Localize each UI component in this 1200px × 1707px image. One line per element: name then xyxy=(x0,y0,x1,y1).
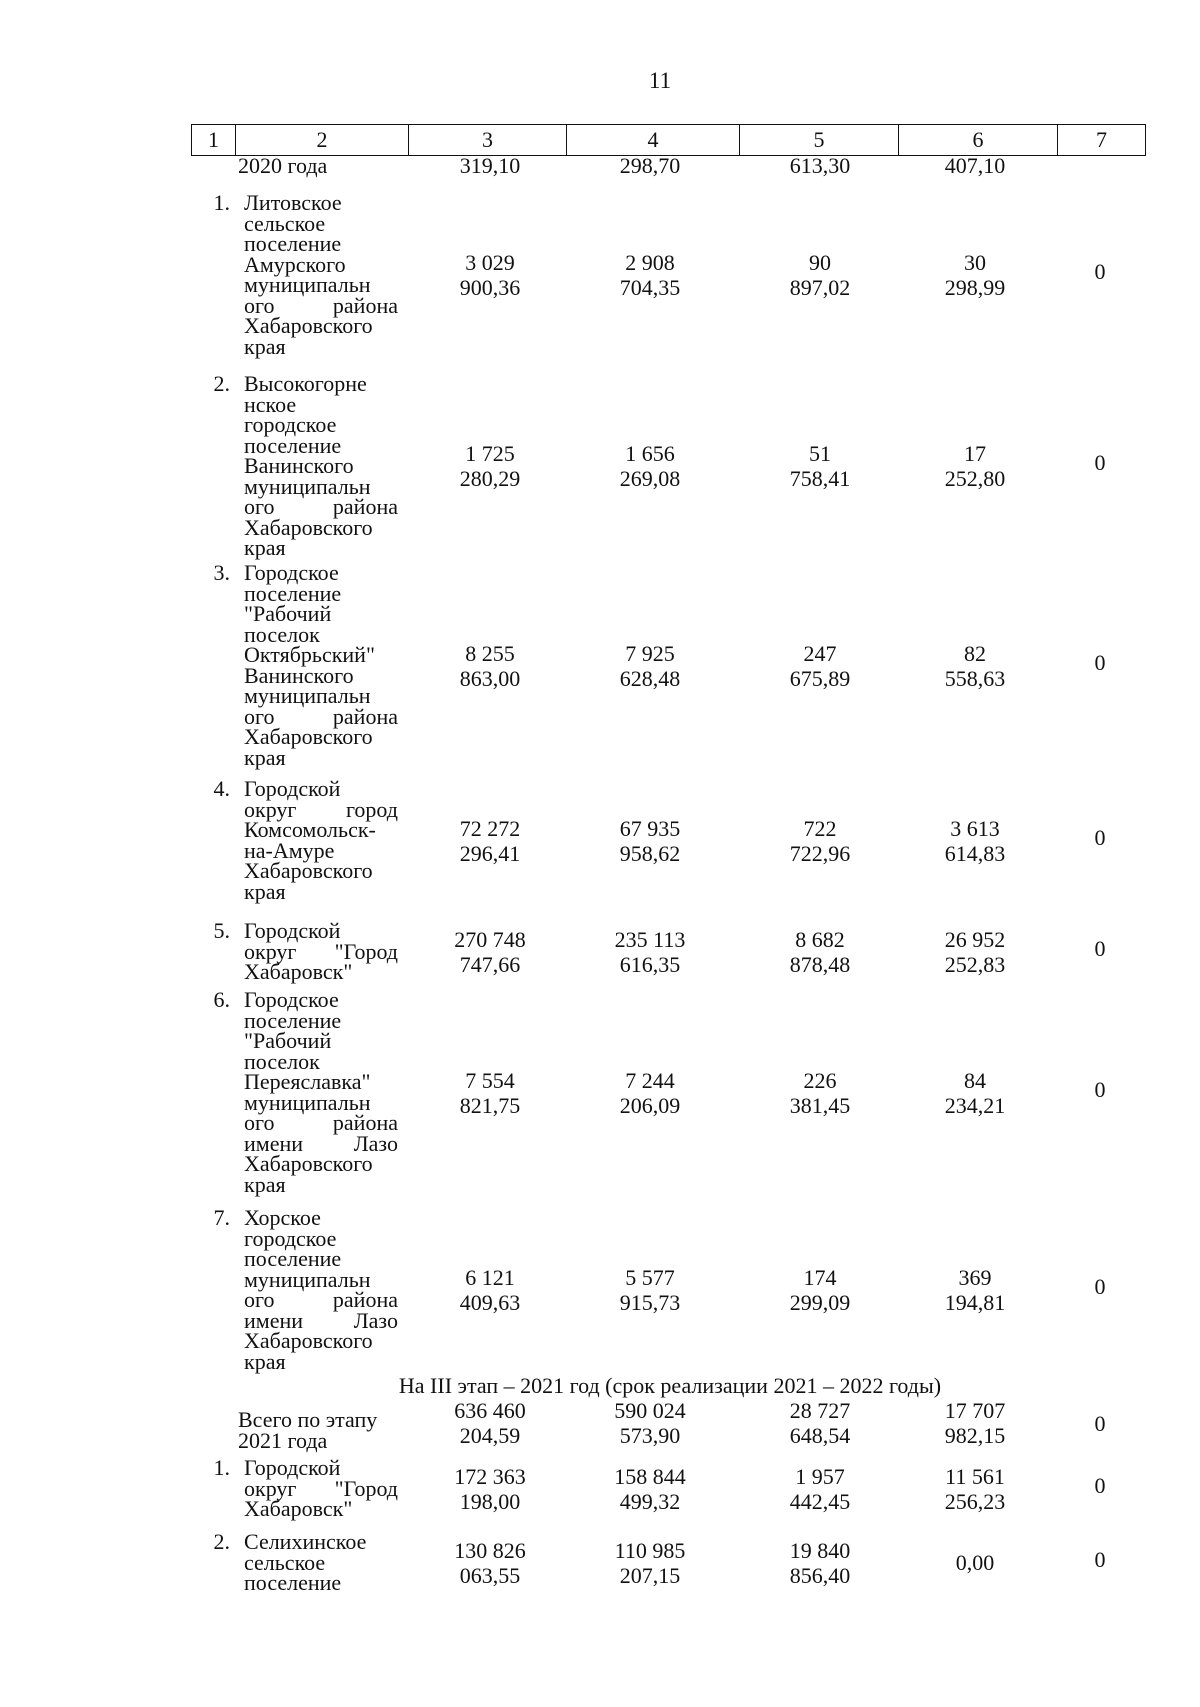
value-line: 247 xyxy=(803,640,837,666)
municipality-name xyxy=(244,560,398,770)
value-line: 499,32 xyxy=(619,1488,681,1514)
value-line: 722 xyxy=(803,815,837,841)
value-line: 863,00 xyxy=(459,665,521,691)
value-c3 xyxy=(425,441,555,491)
value-c7: 0 xyxy=(1094,935,1106,961)
row-number: 4. xyxy=(213,776,230,801)
name-line: округ город xyxy=(244,796,398,822)
row-number: 1. xyxy=(213,190,230,215)
value-line: 235 113 xyxy=(614,926,686,952)
stage3-title: На III этап – 2021 год (срок реализации 2021 – 2022 годы) xyxy=(398,1373,942,1398)
stage3-total-label-line: Всего по этапу xyxy=(238,1407,378,1432)
value-c4 xyxy=(580,1538,720,1588)
name-line: Хорское xyxy=(244,1205,321,1230)
value-c6 xyxy=(905,641,1045,691)
value-c7: 0 xyxy=(1094,649,1106,675)
municipality-name xyxy=(244,918,398,984)
name-line: Городское xyxy=(244,987,339,1012)
municipality-name xyxy=(244,371,398,560)
name-line: Хабаровского xyxy=(244,514,373,540)
value-line: 0,00 xyxy=(955,1549,995,1575)
value-line: 1 957 xyxy=(795,1463,845,1489)
value-line: 2 908 xyxy=(625,250,675,275)
value-c7: 0 xyxy=(1094,450,1106,476)
value-line: 381,45 xyxy=(789,1092,851,1118)
value-c5 xyxy=(750,927,890,977)
name-line: Ванинского xyxy=(244,662,354,688)
prev-total-c6: 407,10 xyxy=(944,153,1006,178)
name-line: на-Амуре xyxy=(244,837,335,863)
value-line: 17 707 xyxy=(944,1398,1006,1423)
value-line: 67 935 xyxy=(619,815,681,841)
value-line: 204,59 xyxy=(459,1423,521,1448)
row-number: 6. xyxy=(213,987,230,1012)
value-line: 110 985 xyxy=(614,1537,686,1563)
value-line: 616,35 xyxy=(619,951,681,977)
header-col-2: 2 xyxy=(236,125,409,156)
value-c7: 0 xyxy=(1094,259,1106,284)
value-line: 958,62 xyxy=(619,840,681,866)
value-c4 xyxy=(580,816,720,866)
row-number: 1. xyxy=(213,1455,230,1480)
stage3-total-c3 xyxy=(425,1398,555,1448)
value-c3 xyxy=(425,250,555,300)
row-number: 3. xyxy=(213,560,230,585)
name-line: поселение xyxy=(244,231,342,256)
value-line: 900,36 xyxy=(459,275,521,300)
value-c3 xyxy=(425,816,555,866)
value-line: 17 xyxy=(964,441,986,467)
value-line: 628,48 xyxy=(619,665,681,691)
name-line: края xyxy=(244,878,286,904)
value-line: 409,63 xyxy=(459,1290,521,1315)
row-number: 7. xyxy=(213,1205,230,1230)
name-line: округ "Город xyxy=(244,1475,398,1501)
name-line: Городской xyxy=(244,918,341,943)
value-line: 747,66 xyxy=(459,951,521,977)
value-line: 280,29 xyxy=(459,466,521,492)
name-line: поселение xyxy=(244,1570,342,1595)
stage3-total-label xyxy=(238,1407,408,1453)
value-c3 xyxy=(425,1068,555,1118)
stage3-total-c6 xyxy=(905,1398,1045,1448)
municipality-name xyxy=(244,1529,398,1595)
value-line: 207,15 xyxy=(619,1562,681,1588)
name-line: поселение xyxy=(244,1007,342,1033)
value-line: 675,89 xyxy=(789,665,851,691)
value-c7: 0 xyxy=(1094,1546,1106,1572)
name-line: Комсомольск- xyxy=(244,817,376,842)
name-line: ого района xyxy=(244,494,398,519)
municipality-name xyxy=(244,987,398,1197)
name-line: ого района xyxy=(244,1110,398,1135)
value-line: 51 xyxy=(809,441,831,467)
page-number: 11 xyxy=(648,68,672,93)
name-line: поселение xyxy=(244,432,342,458)
value-line: 915,73 xyxy=(619,1290,681,1315)
municipality-name xyxy=(244,776,398,904)
value-line: 269,08 xyxy=(619,466,681,492)
value-c3 xyxy=(425,927,555,977)
municipality-name xyxy=(244,1205,398,1374)
value-c5 xyxy=(750,250,890,300)
name-line: муниципальн xyxy=(244,1266,371,1292)
name-line: Высокогорне xyxy=(244,371,367,396)
name-line: поселение xyxy=(244,580,342,606)
value-line: 26 952 xyxy=(944,926,1006,952)
name-line: края xyxy=(244,333,286,359)
value-line: 256,23 xyxy=(944,1488,1006,1514)
value-line: 573,90 xyxy=(619,1423,681,1448)
value-line: 234,21 xyxy=(944,1092,1006,1118)
stage3-total-c4 xyxy=(580,1398,720,1448)
header-col-6: 6 xyxy=(899,125,1058,156)
name-line: Хабаровск" xyxy=(244,1496,353,1521)
value-line: 28 727 xyxy=(789,1398,851,1423)
value-c4 xyxy=(580,927,720,977)
stage3-total-c5 xyxy=(750,1398,890,1448)
value-c4 xyxy=(580,441,720,491)
value-line: 8 255 xyxy=(465,640,515,666)
value-line: 704,35 xyxy=(619,275,681,300)
value-line: 72 272 xyxy=(459,815,521,841)
value-line: 296,41 xyxy=(459,840,521,866)
name-line: Амурского xyxy=(244,251,346,277)
value-c4 xyxy=(580,1265,720,1315)
name-line: ого района xyxy=(244,1287,398,1312)
value-line: 856,40 xyxy=(789,1562,851,1588)
row-number: 5. xyxy=(213,918,230,943)
value-c6 xyxy=(905,816,1045,866)
name-line: городское xyxy=(244,412,337,437)
value-line: 1 725 xyxy=(465,441,515,467)
value-line: 252,80 xyxy=(944,466,1006,492)
value-c5 xyxy=(750,1464,890,1514)
value-line: 590 024 xyxy=(614,1398,686,1423)
name-line: муниципальн xyxy=(244,1089,371,1115)
value-line: 172 363 xyxy=(454,1463,526,1489)
stage3-total-c7: 0 xyxy=(1094,1411,1106,1436)
name-line: Хабаровск" xyxy=(244,959,353,984)
value-c6 xyxy=(905,250,1045,300)
value-line: 82 xyxy=(964,640,986,666)
value-line: 8 682 xyxy=(795,926,845,952)
name-line: "Рабочий xyxy=(244,1028,332,1053)
name-line: Октябрьский" xyxy=(244,642,375,667)
value-c6 xyxy=(905,1464,1045,1514)
value-c5 xyxy=(750,1265,890,1315)
value-line: 3 029 xyxy=(465,250,515,275)
value-c5 xyxy=(750,1068,890,1118)
value-c7: 0 xyxy=(1094,1076,1106,1102)
municipality-name xyxy=(244,1455,398,1521)
value-line: 5 577 xyxy=(625,1265,675,1290)
header-row xyxy=(192,125,1146,156)
name-line: поселок xyxy=(244,621,320,647)
value-line: 299,09 xyxy=(789,1290,851,1315)
prev-total-label: 2020 года xyxy=(238,153,328,178)
name-line: муниципальн xyxy=(244,473,371,499)
name-line: сельское xyxy=(244,1549,326,1575)
value-line: 252,83 xyxy=(944,951,1006,977)
value-c3 xyxy=(425,1464,555,1514)
name-line: Городское xyxy=(244,560,339,585)
value-line: 90 xyxy=(809,250,831,275)
value-line: 063,55 xyxy=(459,1562,521,1588)
value-line: 206,09 xyxy=(619,1092,681,1118)
value-c7: 0 xyxy=(1094,824,1106,850)
value-line: 226 xyxy=(803,1067,837,1093)
name-line: имени Лазо xyxy=(244,1130,398,1156)
value-line: 442,45 xyxy=(789,1488,851,1514)
value-c4 xyxy=(580,1464,720,1514)
value-line: 3 613 xyxy=(950,815,1000,841)
name-line: Литовское xyxy=(244,190,342,215)
header-col-4: 4 xyxy=(567,125,740,156)
value-line: 19 840 xyxy=(789,1537,851,1563)
stage3-total-label-line: 2021 года xyxy=(238,1427,328,1453)
value-line: 369 xyxy=(958,1265,992,1290)
value-line: 982,15 xyxy=(944,1423,1006,1448)
name-line: имени Лазо xyxy=(244,1307,398,1333)
value-c4 xyxy=(580,1068,720,1118)
prev-total-c3: 319,10 xyxy=(459,153,521,178)
header-col-5: 5 xyxy=(740,125,899,156)
name-line: Селихинское xyxy=(244,1529,367,1554)
name-line: округ "Город xyxy=(244,938,398,964)
prev-total-c4: 298,70 xyxy=(619,153,681,178)
name-line: Городской xyxy=(244,776,341,801)
name-line: Хабаровского xyxy=(244,1328,373,1353)
value-line: 174 xyxy=(803,1265,837,1290)
value-line: 7 244 xyxy=(625,1067,675,1093)
value-c7: 0 xyxy=(1094,1274,1106,1299)
value-line: 722,96 xyxy=(789,840,851,866)
name-line: Хабаровского xyxy=(244,313,373,338)
name-line: поселение xyxy=(244,1246,342,1271)
name-line: края xyxy=(244,1348,286,1374)
value-line: 1 656 xyxy=(625,441,675,467)
name-line: "Рабочий xyxy=(244,601,332,626)
value-c5 xyxy=(750,641,890,691)
value-line: 198,00 xyxy=(459,1488,521,1514)
value-line: 636 460 xyxy=(454,1398,526,1423)
name-line: нское xyxy=(244,391,297,417)
value-c7: 0 xyxy=(1094,1472,1106,1498)
name-line: ого района xyxy=(244,703,398,729)
name-line: поселок xyxy=(244,1048,320,1074)
name-line: муниципальн xyxy=(244,272,371,297)
name-line: края xyxy=(244,744,286,770)
value-c6 xyxy=(905,1550,1045,1575)
value-c4 xyxy=(580,250,720,300)
value-line: 7 554 xyxy=(465,1067,515,1093)
name-line: Переяславка" xyxy=(244,1069,371,1094)
value-line: 878,48 xyxy=(789,951,851,977)
value-line: 298,99 xyxy=(944,275,1006,300)
name-line: Хабаровского xyxy=(244,858,373,883)
municipality-name xyxy=(244,190,398,359)
value-line: 158 844 xyxy=(614,1463,686,1489)
value-c3 xyxy=(425,1265,555,1315)
value-line: 897,02 xyxy=(789,275,851,300)
value-c6 xyxy=(905,441,1045,491)
table-header xyxy=(191,124,1146,156)
value-line: 758,41 xyxy=(789,466,851,492)
value-c6 xyxy=(905,1265,1045,1315)
name-line: муниципальн xyxy=(244,683,371,708)
value-c3 xyxy=(425,641,555,691)
name-line: сельское xyxy=(244,210,326,236)
prev-total-c5: 613,30 xyxy=(789,153,851,178)
value-line: 270 748 xyxy=(454,926,526,952)
name-line: ого района xyxy=(244,292,398,318)
value-c3 xyxy=(425,1538,555,1588)
value-line: 7 925 xyxy=(625,640,675,666)
value-c6 xyxy=(905,927,1045,977)
name-line: Городской xyxy=(244,1455,341,1480)
value-c5 xyxy=(750,816,890,866)
name-line: Хабаровского xyxy=(244,1151,373,1176)
name-line: края xyxy=(244,535,286,560)
value-line: 648,54 xyxy=(789,1423,851,1448)
value-c6 xyxy=(905,1068,1045,1118)
row-number: 2. xyxy=(213,1529,230,1554)
name-line: Хабаровского xyxy=(244,724,373,749)
value-line: 84 xyxy=(964,1067,986,1093)
value-line: 821,75 xyxy=(459,1092,521,1118)
value-line: 30 xyxy=(964,250,986,275)
value-c5 xyxy=(750,1538,890,1588)
name-line: городское xyxy=(244,1225,337,1251)
name-line: Ванинского xyxy=(244,453,354,478)
row-number: 2. xyxy=(213,371,230,396)
value-line: 130 826 xyxy=(454,1537,526,1563)
value-c4 xyxy=(580,641,720,691)
value-line: 558,63 xyxy=(944,665,1006,691)
name-line: края xyxy=(244,1171,286,1197)
value-c5 xyxy=(750,441,890,491)
value-line: 11 561 xyxy=(945,1463,1005,1489)
value-line: 194,81 xyxy=(944,1290,1006,1315)
header-col-7: 7 xyxy=(1058,125,1146,156)
value-line: 614,83 xyxy=(944,840,1006,866)
header-col-3: 3 xyxy=(409,125,567,156)
value-line: 6 121 xyxy=(465,1265,515,1290)
header-col-1: 1 xyxy=(192,125,236,156)
